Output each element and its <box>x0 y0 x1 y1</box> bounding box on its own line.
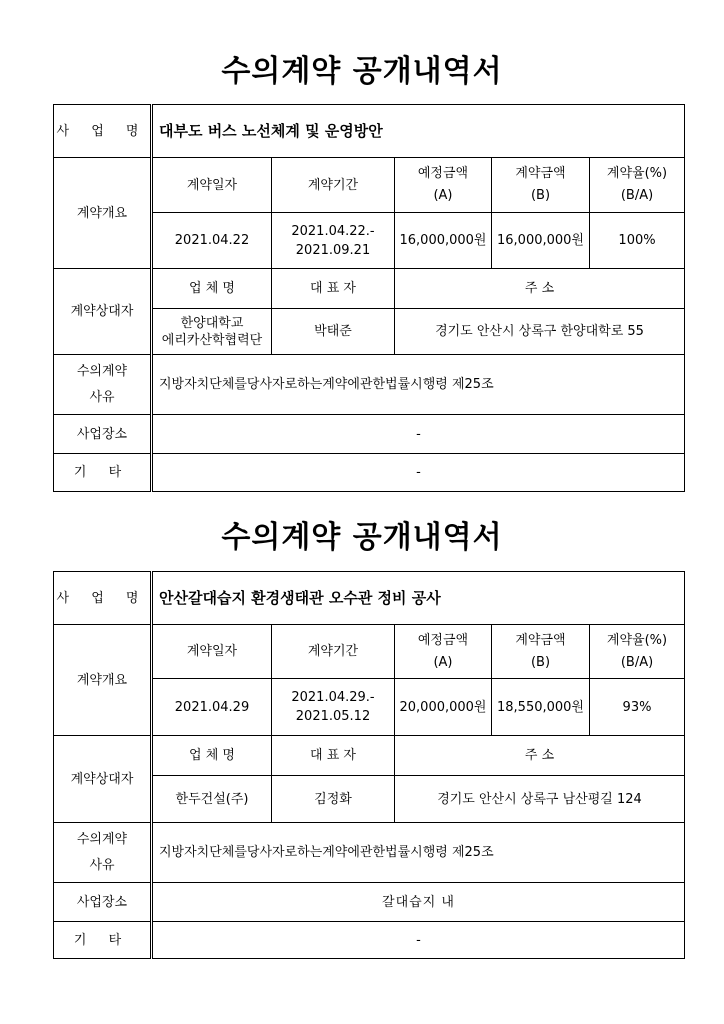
site-label: 사업장소 <box>54 415 152 454</box>
col-estimate-amount: 예정금액 (A) <box>395 625 492 679</box>
col-contract-rate: 계약율(%) (B/A) <box>590 158 685 213</box>
contract-amount: 16,000,000원 <box>492 213 590 269</box>
col-contract-period: 계약기간 <box>272 158 395 213</box>
overview-label: 계약개요 <box>54 158 152 269</box>
contract-rate: 93% <box>590 679 685 736</box>
col-ceo: 대 표 자 <box>272 736 395 776</box>
reason-text: 지방자치단체를당사자로하는계약에관한법률시행령 제25조 <box>152 355 685 415</box>
etc-label: 기 타 <box>54 454 152 492</box>
project-label: 사 업 명 <box>54 572 152 625</box>
estimate-amount: 16,000,000원 <box>395 213 492 269</box>
contract-date: 2021.04.29 <box>152 679 272 736</box>
address: 경기도 안산시 상록구 남산평길 124 <box>395 776 685 823</box>
col-contract-date: 계약일자 <box>152 625 272 679</box>
project-name: 안산갈대습지 환경생태관 오수관 정비 공사 <box>152 572 685 625</box>
party-label: 계약상대자 <box>54 269 152 355</box>
etc-value: - <box>152 454 685 492</box>
col-contract-amount: 계약금액 (B) <box>492 158 590 213</box>
etc-label: 기 타 <box>54 922 152 959</box>
ceo-name: 박태준 <box>272 309 395 355</box>
etc-value: - <box>152 922 685 959</box>
contract-period: 2021.04.22.- 2021.09.21 <box>272 213 395 269</box>
contract-table <box>53 104 685 492</box>
ceo-name: 김정화 <box>272 776 395 823</box>
estimate-amount: 20,000,000원 <box>395 679 492 736</box>
company-name: 한두건설(주) <box>152 776 272 823</box>
col-estimate-amount: 예정금액 (A) <box>395 158 492 213</box>
site-value: - <box>152 415 685 454</box>
col-address: 주 소 <box>395 736 685 776</box>
col-contract-period: 계약기간 <box>272 625 395 679</box>
col-address: 주 소 <box>395 269 685 309</box>
overview-label: 계약개요 <box>54 625 152 736</box>
reason-label: 수의계약 사유 <box>54 355 152 415</box>
col-company: 업 체 명 <box>152 736 272 776</box>
reason-text: 지방자치단체를당사자로하는계약에관한법률시행령 제25조 <box>152 823 685 883</box>
contract-rate: 100% <box>590 213 685 269</box>
col-company: 업 체 명 <box>152 269 272 309</box>
contract-date: 2021.04.22 <box>152 213 272 269</box>
party-label: 계약상대자 <box>54 736 152 823</box>
address: 경기도 안산시 상록구 한양대학로 55 <box>395 309 685 355</box>
contract-table <box>53 571 685 959</box>
form-title: 수의계약 공개내역서 <box>221 54 503 89</box>
company-name: 한양대학교 에리카산학협력단 <box>152 309 272 355</box>
contract-amount: 18,550,000원 <box>492 679 590 736</box>
site-label: 사업장소 <box>54 883 152 922</box>
project-name: 대부도 버스 노선체계 및 운영방안 <box>152 105 685 158</box>
col-contract-date: 계약일자 <box>152 158 272 213</box>
form-title: 수의계약 공개내역서 <box>221 520 503 555</box>
site-value: 갈대습지 내 <box>152 883 685 922</box>
col-ceo: 대 표 자 <box>272 269 395 309</box>
col-contract-rate: 계약율(%) (B/A) <box>590 625 685 679</box>
col-contract-amount: 계약금액 (B) <box>492 625 590 679</box>
reason-label: 수의계약 사유 <box>54 823 152 883</box>
contract-period: 2021.04.29.- 2021.05.12 <box>272 679 395 736</box>
project-label: 사 업 명 <box>54 105 152 158</box>
